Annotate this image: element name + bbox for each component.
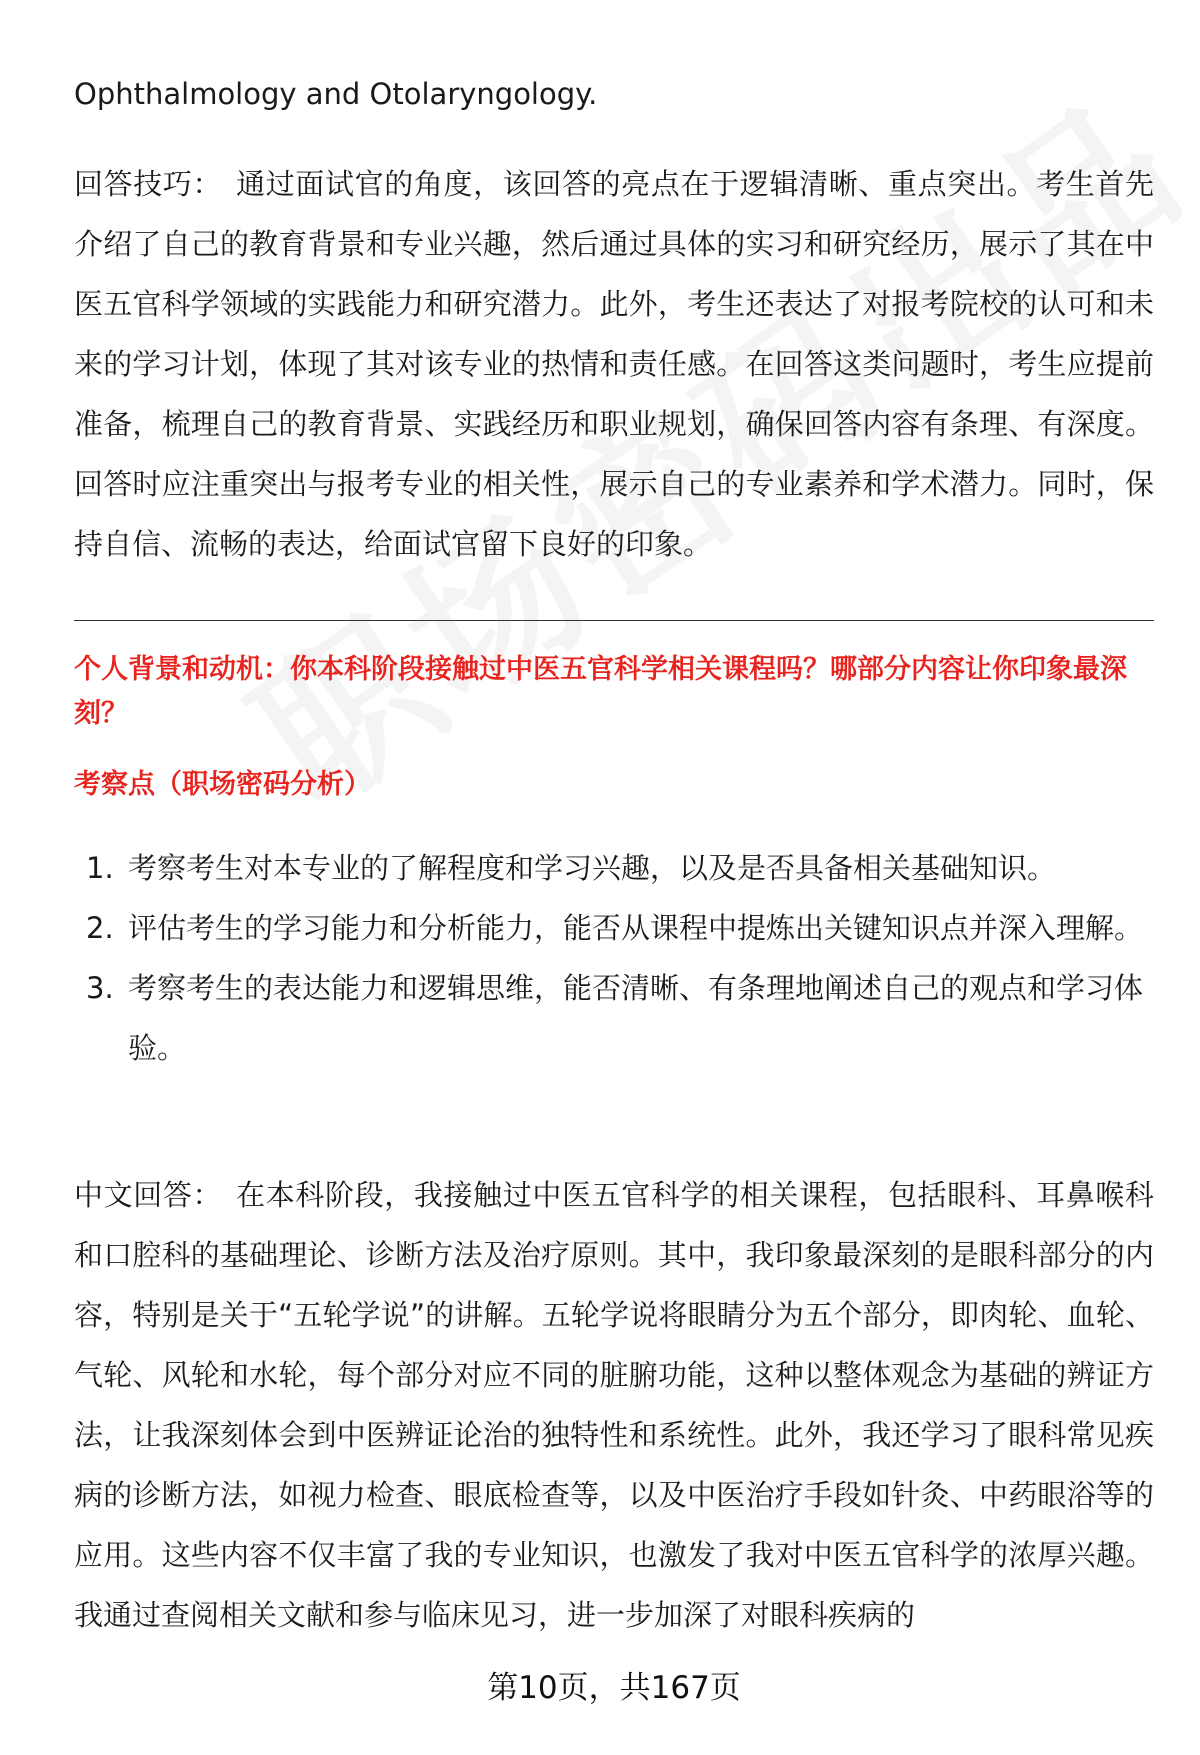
answer-tip-label: 回答技巧： [74, 167, 223, 201]
focus-heading: 考察点（职场密码分析） [74, 769, 371, 800]
question-heading: 个人背景和动机：你本科阶段接触过中医五官科学相关课程吗？哪部分内容让你印象最深刻？ [74, 654, 1127, 729]
answer-tip-paragraph [74, 154, 1154, 574]
list-item-number: 1. [86, 851, 114, 885]
focus-points-list [74, 838, 1154, 1078]
list-item [74, 958, 1154, 1078]
list-item-number: 3. [86, 971, 114, 1005]
list-item [74, 898, 1154, 958]
list-item [74, 838, 1154, 898]
list-item-text: 考察考生对本专业的了解程度和学习兴趣，以及是否具备相关基础知识。 [128, 851, 1057, 885]
chinese-answer-label: 中文回答： [74, 1178, 223, 1212]
intro-line: Ophthalmology and Otolaryngology. [74, 77, 598, 111]
document-page [74, 0, 1154, 1755]
list-item-number: 2. [86, 911, 114, 945]
answer-tip-text: 通过面试官的角度，该回答的亮点在于逻辑清晰、重点突出。考生首先介绍了自己的教育背景和专业兴趣，然后通过具体的实习和研究经历，展示了其在中医五官科学领域的实践能力和研究潜力。此外，考生还表达了对报考院校的认可和未来的学习计划，体现了其对该专业的热情和责任感。在回答这类问题时，考生应提前准备，梳理自己的教育背景、实践经历和职业规划，确保回答内容有条理、有深度。回答时应注重突出与报考专业的相关性，展示自己的专业素养和学术潜力。同时，保持自信、流畅的表达，给面试官留下良好的印象。 [74, 167, 1154, 561]
chinese-answer-paragraph [74, 1165, 1154, 1645]
list-item-text: 评估考生的学习能力和分析能力，能否从课程中提炼出关键知识点并深入理解。 [128, 911, 1144, 945]
section-divider [74, 620, 1154, 621]
list-item-text: 考察考生的表达能力和逻辑思维，能否清晰、有条理地阐述自己的观点和学习体验。 [128, 971, 1144, 1065]
page-number-footer: 第10页，共167页 [487, 1670, 741, 1706]
chinese-answer-text: 在本科阶段，我接触过中医五官科学的相关课程，包括眼科、耳鼻喉科和口腔科的基础理论、诊断方法及治疗原则。其中，我印象最深刻的是眼科部分的内容，特别是关于“五轮学说”的讲解。五轮学说将眼睛分为五个部分，即肉轮、血轮、气轮、风轮和水轮，每个部分对应不同的脏腑功能，这种以整体观念为基础的辨证方法，让我深刻体会到中医辨证论治的独特性和系统性。此外，我还学习了眼科常见疾病的诊断方法，如视力检查、眼底检查等，以及中医治疗手段如针灸、中药眼浴等的应用。这些内容不仅丰富了我的专业知识，也激发了我对中医五官科学的浓厚兴趣。我通过查阅相关文献和参与临床见习，进一步加深了对眼科疾病的 [74, 1178, 1154, 1632]
